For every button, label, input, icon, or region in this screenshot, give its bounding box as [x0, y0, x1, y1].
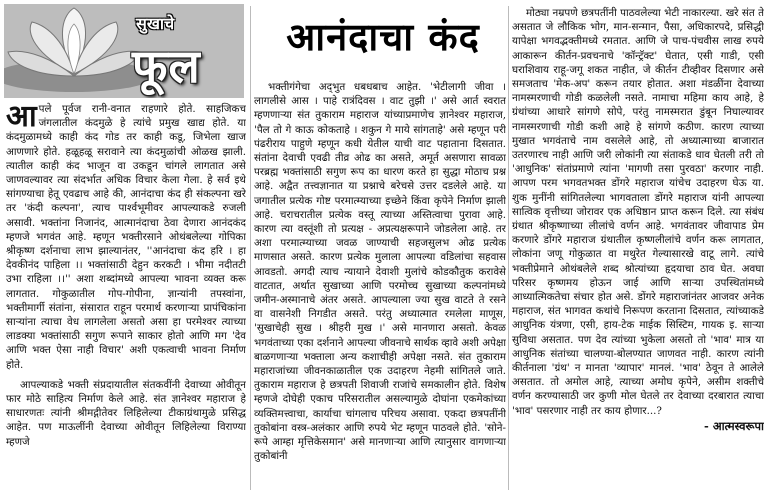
drop-cap: आ	[6, 102, 37, 134]
author-signature: - आत्मस्वरूपा	[704, 418, 764, 433]
logo-big-text: फूल	[132, 39, 201, 93]
lotus-flower-image	[4, 4, 244, 98]
paragraph: आपल्याकडे भक्ती संप्रदायातील संतकवींनी देवाच्या ओवीतून फार मोठे साहित्य निर्माण केले आहे. संत ज्ञानेश्वर महाराज हे साधारणतः त्यांनी श्रीमद्गीतेवर लिहिलेल्या टीकाग्रंथामुळे प्रसिद्ध आहेत. पण माऊलींनी देवाच्या ओवीतून लिहिलेल्या विराण्या म्हणजे	[6, 378, 246, 448]
column-logo	[4, 4, 244, 98]
paragraph: मोठ्या नम्रपणे छत्रपतींनी पाठवलेल्या भेटी नाकारल्या. खरे संत ते असतात जे लौकिक भोग, मान-सन्मान, पैसा, अधिकारपदे, प्रसिद्धी यापेक्षा भगवद्भक्तीमध्ये रमतात. आणि जे पाच-पंचवीस लाख रुपये आकारून कीर्तन-प्रवचनाचे 'कॉन्ट्रॅक्ट' घेतात, एसी गाडी, एसी घराशिवाय राहू-जगू शकत नाहीत, जे कीर्तन टीव्हीवर दिसणार असे समजताच 'मेक-अप' करून तयार होतात. अशा मंडळींना देवाच्या नामस्मरणाची गोडी कळलेली नसते. नामाचा महिमा काय आहे, हे ग्रंथांच्या आधारे सांगणे सोपे, परंतु नामस्मरात डुंबून निघाल्यावर नामस्मरणाची गोडी कशी आहे हे सांगणे कठीण. कारण त्याच्या मुखात भगवंताचे नाम वसलेले आहे, तो अध्यात्माच्या बाजारात उतरणारच नाही आणि जरी लोकांनी त्या संताकडे धाव घेतली तरी तो 'आधुनिक' संतांप्रमाणे त्यांना 'मागणी तसा पुरवठा' करणार नाही. आपण परम भगवतभक्त डोंगरे महाराज यांचेच उदाहरण घेऊ या. शुक मुनींनी सांगितलेल्या भागवताला डोंगरे महाराज यांनी आपल्या सात्विक वृत्तीच्या जोरावर एक अधिष्ठान प्राप्त करून दिले. त्या संबंध ग्रंथात श्रीकृष्णाच्या लीलांचे वर्णन आहे. भगवंतावर जीवापाड प्रेम करणारे डोंगरे महाराज ग्रंथातील कृष्णलीलांचे वर्णन करू लागतात, लोकांना जणू गोकुळात वा मथुरेत गेल्यासारखे वाटू लागे. त्यांचे भक्तीप्रेमाने ओथंबलेले शब्द श्रोत्यांच्या हृदयाचा ठाव घेत. अवघा परिसर कृष्णमय होऊन जाई आणि सार्‍या उपस्थितांमध्ये आध्यात्मिकतेचा संचार होत असे. डोंगरे महाराजांनंतर आजवर अनेक महाराज, संत भागवत कथांचे निरूपण करताना दिसतात, त्यांच्याकडे आधुनिक यंत्रणा, एसी, हाय-टेक माईक सिस्टिम, गायक इ. साऱ्या सुविधा असतात. पण देव त्यांच्या भुकेला असतो तो 'भाव' मात्र या आधुनिक संतांच्या चालण्या-बोलण्यात जाणवत नाही. कारण त्यांनी कीर्तनाला 'ग्रंथ' न मानता 'व्यापार' मानलं. 'भाव' ठेवून ते आलेले असतात. तो अमोल आहे, त्याच्या अमोघ कृपेने, असीम शक्तीचे वर्णन करण्यासाठी जर कुणी मोल घेतले तर देवाच्या दरबारात त्याचा 'भाव' पसरणार नाही तर काय होणार...?	[512, 7, 764, 417]
article-column-2	[254, 80, 506, 490]
paragraph	[6, 102, 246, 372]
article-column-3	[512, 6, 764, 490]
logo-small-text: सुखाचे	[136, 14, 175, 33]
article-title: आनंदाचा कंद	[286, 14, 480, 59]
paragraph: भक्तीगंगेचा अद्‌भुत धबधबाच आहेत. 'भेटीलागी जीवा । लागलीसे आस । पाहे रात्रंदिवस । वाट तुझी ।' असे आर्त स्वरात म्हणणाऱ्या संत तुकाराम महाराज यांच्याप्रमाणेच ज्ञानेश्वर महाराज, 'पैल तो गे काऊ कोकताहे । शकुन गे माये सांगताहे' असे म्हणून परी पंढरीराय पाहुणे म्हणून कधी येतील याची वाट पहाताना दिसतात. संतांना देवाची एवढी तीव्र ओढ का असते, अमूर्त असणारा सावळा परब्रह्म भक्तांसाठी सगुण रूप का धारण करते हा सुद्धा मोठाच प्रश्न आहे. अद्वैत तत्त्वज्ञानात या प्रश्नाचे बरेचसे उत्तर दडलेले आहे. या जगातील प्रत्येक गोष्ट परमात्म्याच्या इच्छेने किंवा कृपेने निर्माण झाली आहे. चराचरातील प्रत्येक वस्तू त्याच्या अस्तित्वाचा पुरावा आहे. कारण त्या वस्तूंशी तो प्रत्यक्ष - अप्रत्यक्षरूपाने जोडलेला आहे. तर अशा परमात्म्याच्या जवळ जाण्याची सहजसुलभ ओढ प्रत्येक माणसात असते. कारण प्रत्येक मुलाला आपल्या वडिलांचा सहवास आवडतो. अगदी त्याच न्यायाने देवाशी मुलांचे कोडकौतुक करावेसे वाटतात, अर्थात सुखाच्या आणि परमोच्च सुखाच्या कल्पनांमध्ये जमीन-अस्मानाचे अंतर असते. आपल्याला ज्या सुख वाटते ते रसने वा वासनेशी निगडीत असते. परंतु अध्यात्मात रमलेला माणूस, 'सुखाचेही सुख । श्रीहरी मुख ।' असे मानणारा असतो. केवळ भगवंताच्या एका दर्शनाने आपल्या जीवनाचे सार्थक व्हावे अशी अपेक्षा बाळगणाऱ्या भक्ताला अन्य कशाचीही अपेक्षा नसते. संत तुकाराम महाराजांच्या जीवनकाळातील एक उदाहरण नेहमी सांगितले जाते. तुकाराम महाराज हे छत्रपती शिवाजी राजांचे समकालीन होते. विशेष म्हणजे दोघेही एकाच परिसरातील असल्यामुळे दोघांना एकमेकांच्या व्यक्तिमत्त्वाचा, कार्याचा चांगलाच परिचय असावा. एकदा छत्रपतींनी तुकोबांना वस्त्र-अलंकार आणि रुपये भेट म्हणून पाठवले होते. 'सोने-रूपे आम्हा मृत्तिकेसमान' असे मानणाऱ्या आणि त्यानुसार वागणाऱ्या तुकोबांनी	[254, 81, 506, 463]
paragraph-text: पले पूर्वज रानी-वनात राहणारे होते. साहजिकच जंगलातील कंदमुळे हे त्यांचे प्रमुख खाद्य होते. या कंदमुळामध्ये काही कंद गोड तर काही कडू, जिभेला खाज आणणारे होते. हळूहळू सरावाने त्या कंदमुळांची ओळख झाली. त्यातील काही कंद भाजून वा उकडून चांगले लागतात असे जाणवल्यावर त्या संदर्भात अधिक विचार केला गेला. हे सर्व इथे सांगण्याचा हेतू एवढाच आहे की, आनंदाचा कंद ही संकल्पना खरे तर 'कंदी कल्पना', त्याच पार्श्वभूमीवर आपल्याकडे रुजली असावी. भक्तांना निजानंद, आत्मानंदाचा ठेवा देणारा आनंदकंद म्हणजे भगवंत आहे. म्हणून भक्तीरसाने ओथंबलेल्या गोपिका श्रीकृष्ण दर्शनाचा लाभ झाल्यानंतर, ''आनंदाचा कंद हरि । हा देवकीनंद पाहिला ।। भक्तांसाठी देहुन करकटी । भीमा नदीतटी उभा राहिला ।।'' अशा शब्दांमध्ये आपल्या भावना व्यक्त करू लागतात. गोकुळातील गोप-गोपीना, ज्ञान्यांनी तपस्वांना, भक्तीमार्गी संतांना, संसारात राहून परमार्थ करणाऱ्या प्रापंचिकांना सार्‍यांना त्याचा वेध लागलेला असतो असा हा परमेश्वर त्याच्या लाडक्या भक्तांसाठी सगुण रूपाने साकार होतो आणि मग 'देव आणि भक्त ऐसा नाही विचार' अशी एकत्वाची भावना निर्माण होते.	[6, 103, 246, 371]
column-divider	[250, 6, 251, 490]
article-column-1	[6, 102, 246, 490]
column-divider	[508, 6, 509, 490]
